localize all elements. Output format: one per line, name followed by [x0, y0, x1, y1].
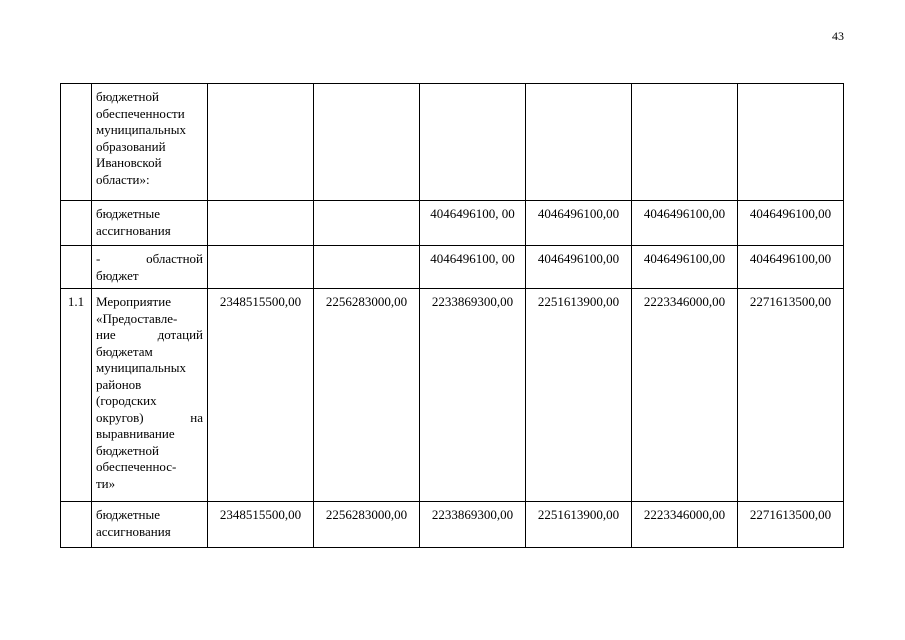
row-name-line: выравнивание	[96, 426, 175, 441]
value-cell: 2348515500,00	[208, 289, 314, 502]
row-name-line: обеспеченнос-	[96, 459, 177, 474]
value-cell	[208, 201, 314, 246]
row-name-line: (городских	[96, 393, 157, 408]
row-index-cell	[61, 502, 92, 548]
row-name-line: муниципальных	[96, 122, 187, 137]
value-cell: 2348515500,00	[208, 502, 314, 548]
value-cell	[738, 84, 844, 201]
value-cell: 2233869300,00	[420, 502, 526, 548]
row-name-cell	[92, 84, 208, 201]
value-cell: 4046496100,00	[738, 246, 844, 289]
value-cell: 2223346000,00	[632, 289, 738, 502]
value-cell	[208, 246, 314, 289]
value-cell	[314, 201, 420, 246]
table-row	[61, 84, 844, 201]
row-name-line: бюджетной	[96, 89, 159, 104]
row-name-line: - областной	[96, 251, 203, 266]
row-name-line: бюджет	[96, 267, 139, 283]
row-name-line: бюджетной	[96, 442, 159, 458]
row-index-cell	[61, 246, 92, 289]
page-number: 43	[832, 29, 844, 43]
row-name-line: ти»	[96, 475, 116, 491]
row-index-cell: 1.1	[61, 289, 92, 502]
value-cell: 2251613900,00	[526, 502, 632, 548]
value-cell: 2233869300,00	[420, 289, 526, 502]
value-cell: 2223346000,00	[632, 502, 738, 548]
row-name-line: бюджетам	[96, 343, 153, 359]
row-name-line: бюджетные	[96, 507, 161, 522]
value-cell: 2271613500,00	[738, 289, 844, 502]
value-cell: 4046496100,00	[738, 201, 844, 246]
value-cell: 2256283000,00	[314, 502, 420, 548]
value-cell	[632, 84, 738, 201]
value-cell: 4046496100,00	[526, 201, 632, 246]
row-name-line: области»:	[96, 171, 150, 187]
row-name-line: «Предоставле-	[96, 310, 178, 326]
value-cell	[314, 84, 420, 201]
value-cell: 4046496100, 00	[420, 201, 526, 246]
value-cell: 4046496100,00	[632, 201, 738, 246]
row-name-line: ассигнования	[96, 222, 171, 238]
row-name-line: ние дотаций	[96, 327, 203, 342]
row-name-line: Мероприятие	[96, 294, 171, 309]
row-index-cell	[61, 84, 92, 201]
value-cell: 2256283000,00	[314, 289, 420, 502]
value-cell: 2271613500,00	[738, 502, 844, 548]
value-cell	[314, 246, 420, 289]
table-row	[61, 246, 844, 289]
value-cell	[420, 84, 526, 201]
row-name-cell	[92, 246, 208, 289]
row-index-cell	[61, 201, 92, 246]
row-name-line: Ивановской	[96, 155, 162, 170]
row-name-line: районов	[96, 376, 142, 392]
value-cell: 4046496100, 00	[420, 246, 526, 289]
table-row	[61, 201, 844, 246]
table-row	[61, 289, 844, 502]
row-name-line: бюджетные	[96, 206, 161, 221]
row-name-line: округов) на	[96, 409, 203, 425]
value-cell: 4046496100,00	[526, 246, 632, 289]
table-row	[61, 502, 844, 548]
value-cell: 2251613900,00	[526, 289, 632, 502]
row-name-line: образований	[96, 138, 166, 154]
row-name-cell	[92, 502, 208, 548]
value-cell: 4046496100,00	[632, 246, 738, 289]
table-body	[61, 84, 844, 548]
value-cell	[208, 84, 314, 201]
row-name-line: обеспеченности	[96, 105, 185, 121]
row-name-line: ассигнования	[96, 523, 171, 539]
row-name-cell	[92, 201, 208, 246]
value-cell	[526, 84, 632, 201]
row-name-cell	[92, 289, 208, 502]
budget-table	[60, 83, 844, 548]
row-name-line: муниципальных	[96, 360, 187, 375]
